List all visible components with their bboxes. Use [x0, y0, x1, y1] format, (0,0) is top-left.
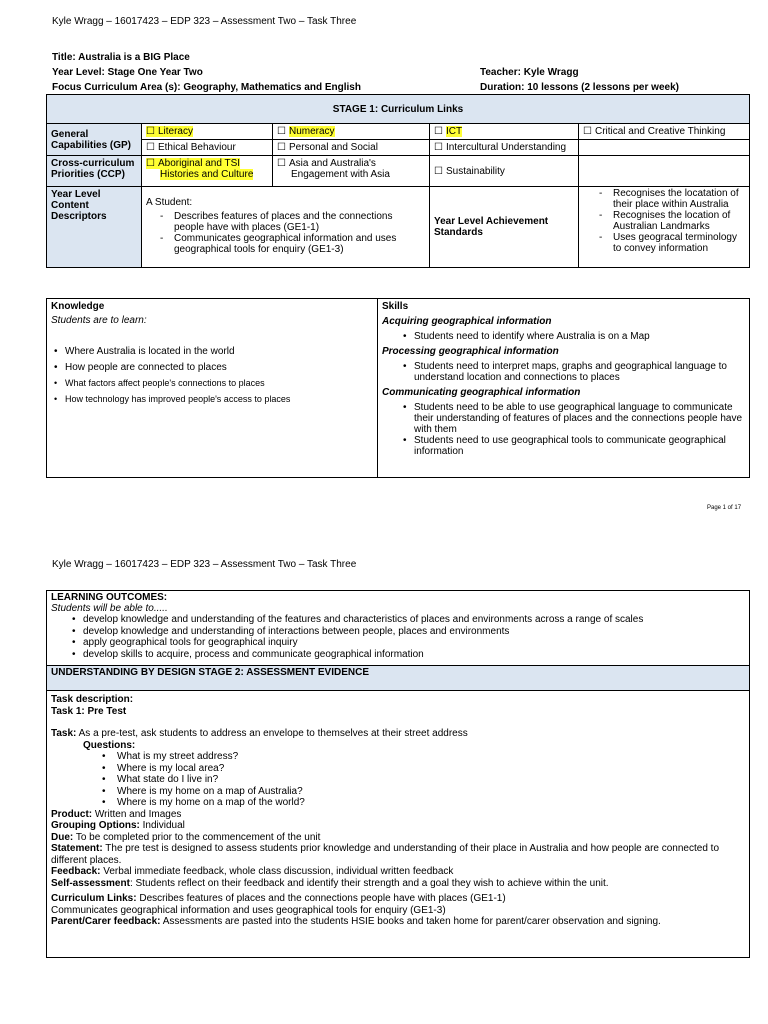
gc-numeracy: ☐ Numeracy	[273, 124, 430, 140]
list-item: • What factors affect people's connections to places	[51, 378, 373, 389]
stage2-heading: UNDERSTANDING BY DESIGN STAGE 2: ASSESSMENT EVIDENCE	[47, 666, 749, 691]
grouping-line: Grouping Options: Individual	[51, 820, 185, 831]
ylas-label: Year Level Achievement Standards	[430, 187, 579, 268]
outcomes-section	[47, 591, 749, 666]
page-header-2: Kyle Wragg – 16017423 – EDP 323 – Assessment Two – Task Three	[52, 559, 357, 570]
unit-title: Title: Australia is a BIG Place	[52, 52, 190, 63]
proc-heading: Processing geographical information	[382, 346, 559, 357]
checkbox-icon	[277, 142, 289, 153]
checkbox-icon	[146, 142, 158, 153]
skills-heading: Skills	[382, 301, 409, 312]
list-item: • develop knowledge and understanding of the features and characteristics of places and environments across a range of scales	[69, 614, 745, 626]
list-item: • develop knowledge and understanding of interactions between people, places and environments	[69, 626, 745, 638]
list-item: • Students need to identify where Australia is on a Map	[400, 331, 745, 342]
ylas-list	[597, 188, 745, 254]
list-item: • What state do I live in?	[99, 774, 745, 786]
curriculum-links-line: Curriculum Links: Describes features of places and the connections people have with places (GE1-1)	[51, 893, 506, 904]
focus-area: Focus Curriculum Area (s): Geography, Mathematics and English	[52, 82, 361, 93]
acq-heading: Acquiring geographical information	[382, 316, 552, 327]
assessment-box	[46, 590, 750, 958]
acq-list	[400, 331, 745, 342]
teacher: Teacher: Kyle Wragg	[480, 67, 579, 78]
product-line: Product: Written and Images	[51, 808, 182, 820]
task-section	[47, 691, 749, 931]
ylas-content	[579, 187, 750, 268]
year-level: Year Level: Stage One Year Two	[52, 67, 203, 78]
list-item: • What is my street address?	[99, 751, 745, 763]
task-line: Task: As a pre-test, ask students to address an envelope to themselves at their street address	[51, 728, 468, 739]
ccp-aboriginal: ☐ Aboriginal and TSI Histories and Culture	[142, 156, 273, 187]
list-item: - Describes features of places and the connections people have with places (GE1-1)	[158, 211, 425, 233]
stage1-heading: STAGE 1: Curriculum Links	[47, 95, 750, 124]
knowledge-sub: Students are to learn:	[51, 315, 147, 326]
list-item: • Where Australia is located in the world	[51, 346, 373, 357]
list-item: • develop skills to acquire, process and communicate geographical information	[69, 649, 745, 661]
checkbox-icon	[434, 166, 446, 177]
ylcd-content	[142, 187, 430, 268]
gc-empty	[579, 140, 750, 156]
comm-heading: Communicating geographical information	[382, 387, 581, 398]
list-item: • How people are connected to places	[51, 362, 373, 373]
checkbox-icon	[583, 126, 595, 137]
ccp-sustainability: ☐ Sustainability	[430, 156, 579, 187]
duration: Duration: 10 lessons (2 lessons per week)	[480, 82, 679, 93]
list-item: • Where is my home on a map of Australia?	[99, 786, 745, 798]
list-item: • Where is my home on a map of the world?	[99, 797, 745, 809]
curriculum-links-table	[46, 94, 750, 268]
list-item: • Students need to be able to use geographical language to communicate their understanding of features of places and the connections people have with them	[400, 402, 745, 435]
feedback-line: Feedback: Verbal immediate feedback, whole class discussion, individual written feedback	[51, 866, 454, 877]
outcomes-list	[69, 614, 745, 660]
page-number: Page 1 of 17	[707, 505, 742, 511]
checkbox-icon	[146, 126, 158, 137]
questions-label: Questions:	[83, 739, 136, 751]
parent-feedback-line: Parent/Carer feedback: Assessments are pasted into the students HSIE books and taken home for parent/carer observation and signing.	[51, 916, 661, 927]
ylcd-list	[158, 211, 425, 255]
skills-cell	[378, 299, 750, 478]
self-assessment-line: Self-assessment: Students reflect on their feedback and identify their strength and a goal they wish to achieve within the unit.	[51, 877, 609, 889]
outcomes-sub: Students will be able to.....	[51, 603, 168, 614]
outcomes-heading: LEARNING OUTCOMES:	[51, 592, 168, 603]
curriculum-links-line-2: Communicates geographical information and uses geographical tools for enquiry (GE1-3)	[51, 904, 446, 916]
list-item: • Students need to use geographical tools to communicate geographical information	[400, 435, 745, 457]
gc-critical: ☐ Critical and Creative Thinking	[579, 124, 750, 140]
list-item: - Uses geogracal terminology to convey information	[597, 232, 745, 254]
list-item: • Students need to interpret maps, graphs and geographical language to understand location and connections to places	[400, 361, 745, 383]
comm-list	[400, 402, 745, 457]
gc-personal: ☐ Personal and Social	[273, 140, 430, 156]
list-item: • How technology has improved people's access to places	[51, 394, 373, 405]
knowledge-heading: Knowledge	[51, 301, 105, 312]
ccp-empty	[579, 156, 750, 187]
list-item: - Communicates geographical information and uses geographical tools for enquiry (GE1-3)	[158, 233, 425, 255]
ccp-asia: ☐ Asia and Australia's Engagement with Asia	[273, 156, 430, 187]
checkbox-icon	[277, 158, 289, 169]
proc-list	[400, 361, 745, 383]
gc-ict: ☐ ICT	[430, 124, 579, 140]
checkbox-icon	[277, 126, 289, 137]
checkbox-icon	[434, 126, 446, 137]
knowledge-skills-table	[46, 298, 750, 478]
due-line: Due: To be completed prior to the commencement of the unit	[51, 831, 321, 843]
knowledge-list	[51, 346, 373, 405]
list-item: • Where is my local area?	[99, 763, 745, 775]
task-1-title: Task 1: Pre Test	[51, 705, 127, 717]
list-item: - Recognises the locatation of their place within Australia	[597, 188, 745, 210]
questions-list	[99, 751, 745, 809]
gc-literacy: ☐ Literacy	[142, 124, 273, 140]
page-header: Kyle Wragg – 16017423 – EDP 323 – Assessment Two – Task Three	[52, 16, 357, 27]
statement-line: Statement: The pre test is designed to assess students prior knowledge and understanding of their place in Australia and how people are connected to different places.	[51, 843, 720, 866]
ylcd-intro: A Student:	[146, 197, 193, 208]
checkbox-icon	[146, 158, 158, 169]
checkbox-icon	[434, 142, 446, 153]
task-desc-label: Task description:	[51, 694, 134, 705]
list-item: - Recognises the location of Australian Landmarks	[597, 210, 745, 232]
gc-intercultural: ☐ Intercultural Understanding	[430, 140, 579, 156]
knowledge-cell	[47, 299, 378, 478]
list-item: • apply geographical tools for geographical inquiry	[69, 637, 745, 649]
gc-label: General Capabilities (GP)	[47, 124, 142, 156]
gc-ethical: ☐ Ethical Behaviour	[142, 140, 273, 156]
ylcd-label: Year Level Content Descriptors	[47, 187, 142, 268]
ccp-label: Cross-curriculum Priorities (CCP)	[47, 156, 142, 187]
